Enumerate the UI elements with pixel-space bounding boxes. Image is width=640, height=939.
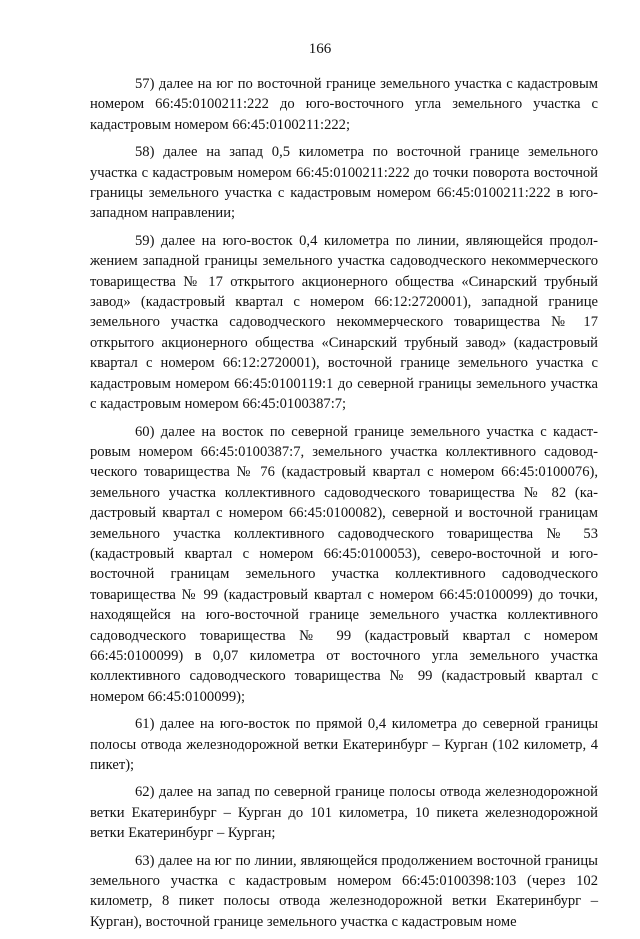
paragraph-61: 61) далее на юго-восток по прямой 0,4 километра до северной границы полосы отвода железнодорожной ветки Екатеринбург – Курган (102 километр, 4 пикет); [90,716,598,773]
paragraph-62: 62) далее на запад по северной границе полосы отвода железнодорожной ветки Екатеринбург – Курган до 101 километра, 10 пикета железнодорожной ветки Екатеринбург – Курган; [90,784,598,842]
paragraph-59: 59) далее на юго-восток 0,4 километра по линии, являющейся продолжением западной границы земельного участка садоводческого некоммерческого товарищества № 17 открытого акционерного общества «Синарский трубный завод» (кадастровый квартал с номером 66:12:2720001), западной границе земельного участка садоводческого некоммерческого товарищества № 17 открытого акционерного общества «Синарский трубный завод» (кадастровый квартал с номером 66:12:2720001), восточной границе земельного участка с кадастровым номером 66:45:0100119:1 до северной границы земельного участка с кадастровым номером 66:45:0100387:7; [90,232,598,413]
page-number: 166 [308,41,332,57]
paragraph-60: 60) далее на восток по северной границе земельного участка с кадастровым номером 66:45:0100387:7, земельного участка коллективного садоводческого товарищества № 76 (кадастровый квартал с номером 66:45:0100076), земельного участка коллективного садоводческого товарищества № 82 (кадастровый квартал с номером 66:45:0100082), северной и восточной границам земельного участка коллективного садоводческого товарищества № 53 (кадастровый квартал с номером 66:45:0100053), северо-восточной и юговосточной границам земельного участка коллективного садоводческого товарищества № 99 (кадастровый квартал с номером 66:45:0100099) до точки, находящейся на юго-восточной границе земельного участка коллективного садоводческого товарищества № 99 (кадастровый квартал с номером 66:45:0100099) в 0,07 километра от восточного угла земельного участка коллективного садоводческого товарищества № 99 (кадастровый квартал с номером 66:45:0100099); [90,423,598,705]
document-body [90,74,598,939]
paragraph-63: 63) далее на юг по линии, являющейся продолжением восточной границы земельного участка с кадастровым номером 66:45:0100398:103 (через 102 километр, 8 пикет полосы отвода железнодорожной ветки Екатеринбург – Курган), восточной границе земельного участка с кадастровым номе [90,852,598,930]
paragraph-57: 57) далее на юг по восточной границе земельного участка с кадастровым номером 66:45:0100211:222 до юго-восточного угла земельного участка с кадастровым номером 66:45:0100211:222; [90,76,598,133]
paragraph-58: 58) далее на запад 0,5 километра по восточной границе земельного участка с кадастровым номером 66:45:0100211:222 до точки поворота восточной границы земельного участка с кадастровым номером 66:45:0100211:222 в юго-западном направлении; [90,144,598,222]
